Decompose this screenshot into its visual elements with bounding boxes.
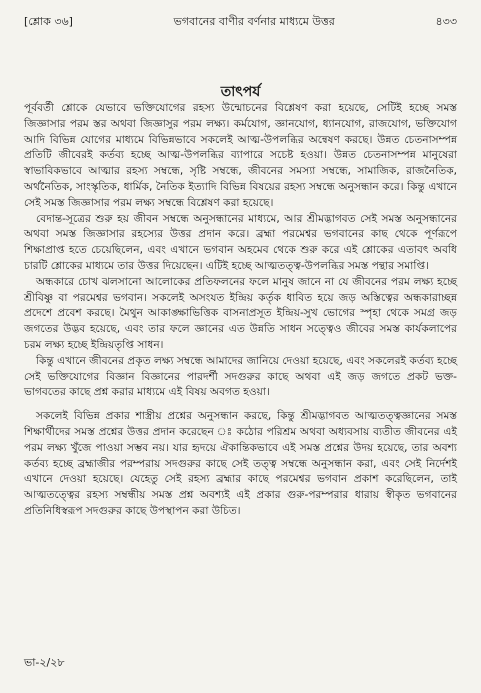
paragraph: কিন্তু এখানে জীবনের প্রকৃত লক্ষ্য সম্বন্ধে আমাদের জানিয়ে দেওয়া হয়েছে, এবং সকলেরই কর্তব্য হচ্ছে সেই ভক্তিযোগের বিজ্ঞান বিজ্ঞানের পারদর্শী সদগুরুর কাছে অথবা এই জড় জগতে প্রকট ভক্ত-ভাগবতের কাছে প্রশ্ন করার মাধ্যমে এই বিষয় অবগত হওয়া।	[24, 354, 457, 399]
page-number: ৪৩৩	[435, 15, 457, 28]
running-header	[24, 14, 457, 30]
paragraph: অন্ধকারে চোখ ঝলসানো আলোকের প্রতিফলনের ফলে মানুষ জানে না যে জীবনের পরম লক্ষ্য হচ্ছে শ্রীবিষ্ণু বা পরমেশ্বর ভগবান। সকলেই অসংযত ইন্দ্রিয় কর্তৃক ধাবিত হয়ে জড় অস্তিত্বের অন্ধকারাচ্ছন্ন প্রদেশে প্রবেশ করছে। মৈথুন আকাঙ্ক্ষাভিত্তিক বাসনাপ্রসূত ইন্দ্রিয়-সুখ ভোগের স্পৃহা থেকে সমগ্র জড় জগতের উদ্ভব হয়েছে, এবং তার ফলে জ্ঞানের এত উন্নতি সাধন সত্ত্বেও জীবের সমস্ত কার্যকলাপের চরম লক্ষ্য হচ্ছে ইন্দ্রিয়তৃপ্তি সাধন।	[24, 275, 457, 351]
signature-mark: ভা-২/২৮	[24, 656, 65, 669]
purport-body	[24, 101, 457, 520]
chapter-title: ভগবানের বাণীর বর্ণনার মাধ্যমে উত্তর	[173, 15, 335, 28]
paragraph: সকলেই বিভিন্ন প্রকার শাস্ত্রীয় প্রশ্নের অনুসন্ধান করছে, কিন্তু শ্রীমদ্ভাগবত আত্মতত্ত্বজ্ঞানের সমস্ত শিক্ষার্থীদের সমস্ত প্রশ্নের উত্তর প্রদান করেছেন ঃ কঠোর পরিশ্রম অথবা অধ্যবসায় ব্যতীত জীবনের এই পরম লক্ষ্য খুঁজে পাওয়া সম্ভব নয়। যার হৃদয়ে ঐকান্তিকভাবে এই সমস্ত প্রশ্নের উদয় হয়েছে, তার অবশ্য কর্তব্য হচ্ছে ব্রহ্মাজীর পরম্পরায় সদগুরুর কাছে সেই তত্ত্ব সম্বন্ধে অনুসন্ধান করা, এবং সেই নির্দেশই এখানে দেওয়া হয়েছে। যেহেতু সেই রহস্য ব্রহ্মার কাছে পরমেশ্বর ভগবান প্রকাশ করেছিলেন, তাই আত্মতত্ত্বের রহস্য সম্বন্ধীয় সমস্ত প্রশ্ন অবশ্যই এই প্রকার গুরু-পরম্পরার ধারায় স্বীকৃত ভগবানের প্রতিনিধিস্বরূপ সদগুরুর কাছে উপস্থাপন করা উচিত।	[24, 410, 457, 517]
section-title: তাৎপর্য	[220, 84, 261, 100]
verse-reference: [শ্লোক ৩৬]	[24, 15, 73, 28]
paragraph: পূর্ববর্তী শ্লোকে যেভাবে ভক্তিযোগের রহস্য উন্মোচনের বিশ্লেষণ করা হয়েছে, সেটিই হচ্ছে সমস্ত জিজ্ঞাসার পরম স্তর অথবা জিজ্ঞাসুর পরম লক্ষ্য। কর্মযোগ, জ্ঞানযোগ, ধ্যানযোগ, রাজযোগ, ভক্তিযোগ আদি বিভিন্ন যোগের মাধ্যমে বিভিন্নভাবে সকলেই আত্ম-উপলব্ধির অন্বেষণ করছে। উন্নত চেতনাসম্পন্ন প্রতিটি জীবেরই কর্তব্য হচ্ছে আত্ম-উপলব্ধির ব্যাপারে সচেষ্ট হওয়া। উন্নত চেতনাসম্পন্ন মানুষেরা স্বাভাবিকভাবে আত্মার রহস্য সম্বন্ধে, সৃষ্টি সম্বন্ধে, জীবনের সমস্যা সম্বন্ধে, সামাজিক, রাজনৈতিক, অর্থনৈতিক, সাংস্কৃতিক, ধার্মিক, নৈতিক ইত্যাদি বিভিন্ন বিষয়ের রহস্য সম্বন্ধে অনুসন্ধান করে। কিন্তু এখানে সেই সমস্ত জিজ্ঞাসার পরম লক্ষ্য সম্বন্ধে বিশ্লেষণ করা হয়েছে।	[24, 102, 457, 209]
paragraph: বেদান্ত-সূত্রের শুরু হয় জীবন সম্বন্ধে অনুসন্ধানের মাধ্যমে, আর শ্রীমদ্ভাগবত সেই সমস্ত অনুসন্ধানের অথবা সমস্ত জিজ্ঞাসার রহস্যের উত্তর প্রদান করে। ব্রহ্মা পরমেশ্বর ভগবানের কাছ থেকে পূর্ণরূপে শিক্ষাপ্রাপ্ত হতে চেয়েছিলেন, এবং এখানে ভগবান অহমেব থেকে শুরু করে এই শ্লোকের এতাবৎ অবধি চারটি শ্লোকের মাধ্যমে তার উত্তর দিয়েছেন। এটিই হচ্ছে আত্মতত্ত্ব-উপলব্ধির সমস্ত পন্থার সমাপ্তি।	[24, 212, 457, 272]
